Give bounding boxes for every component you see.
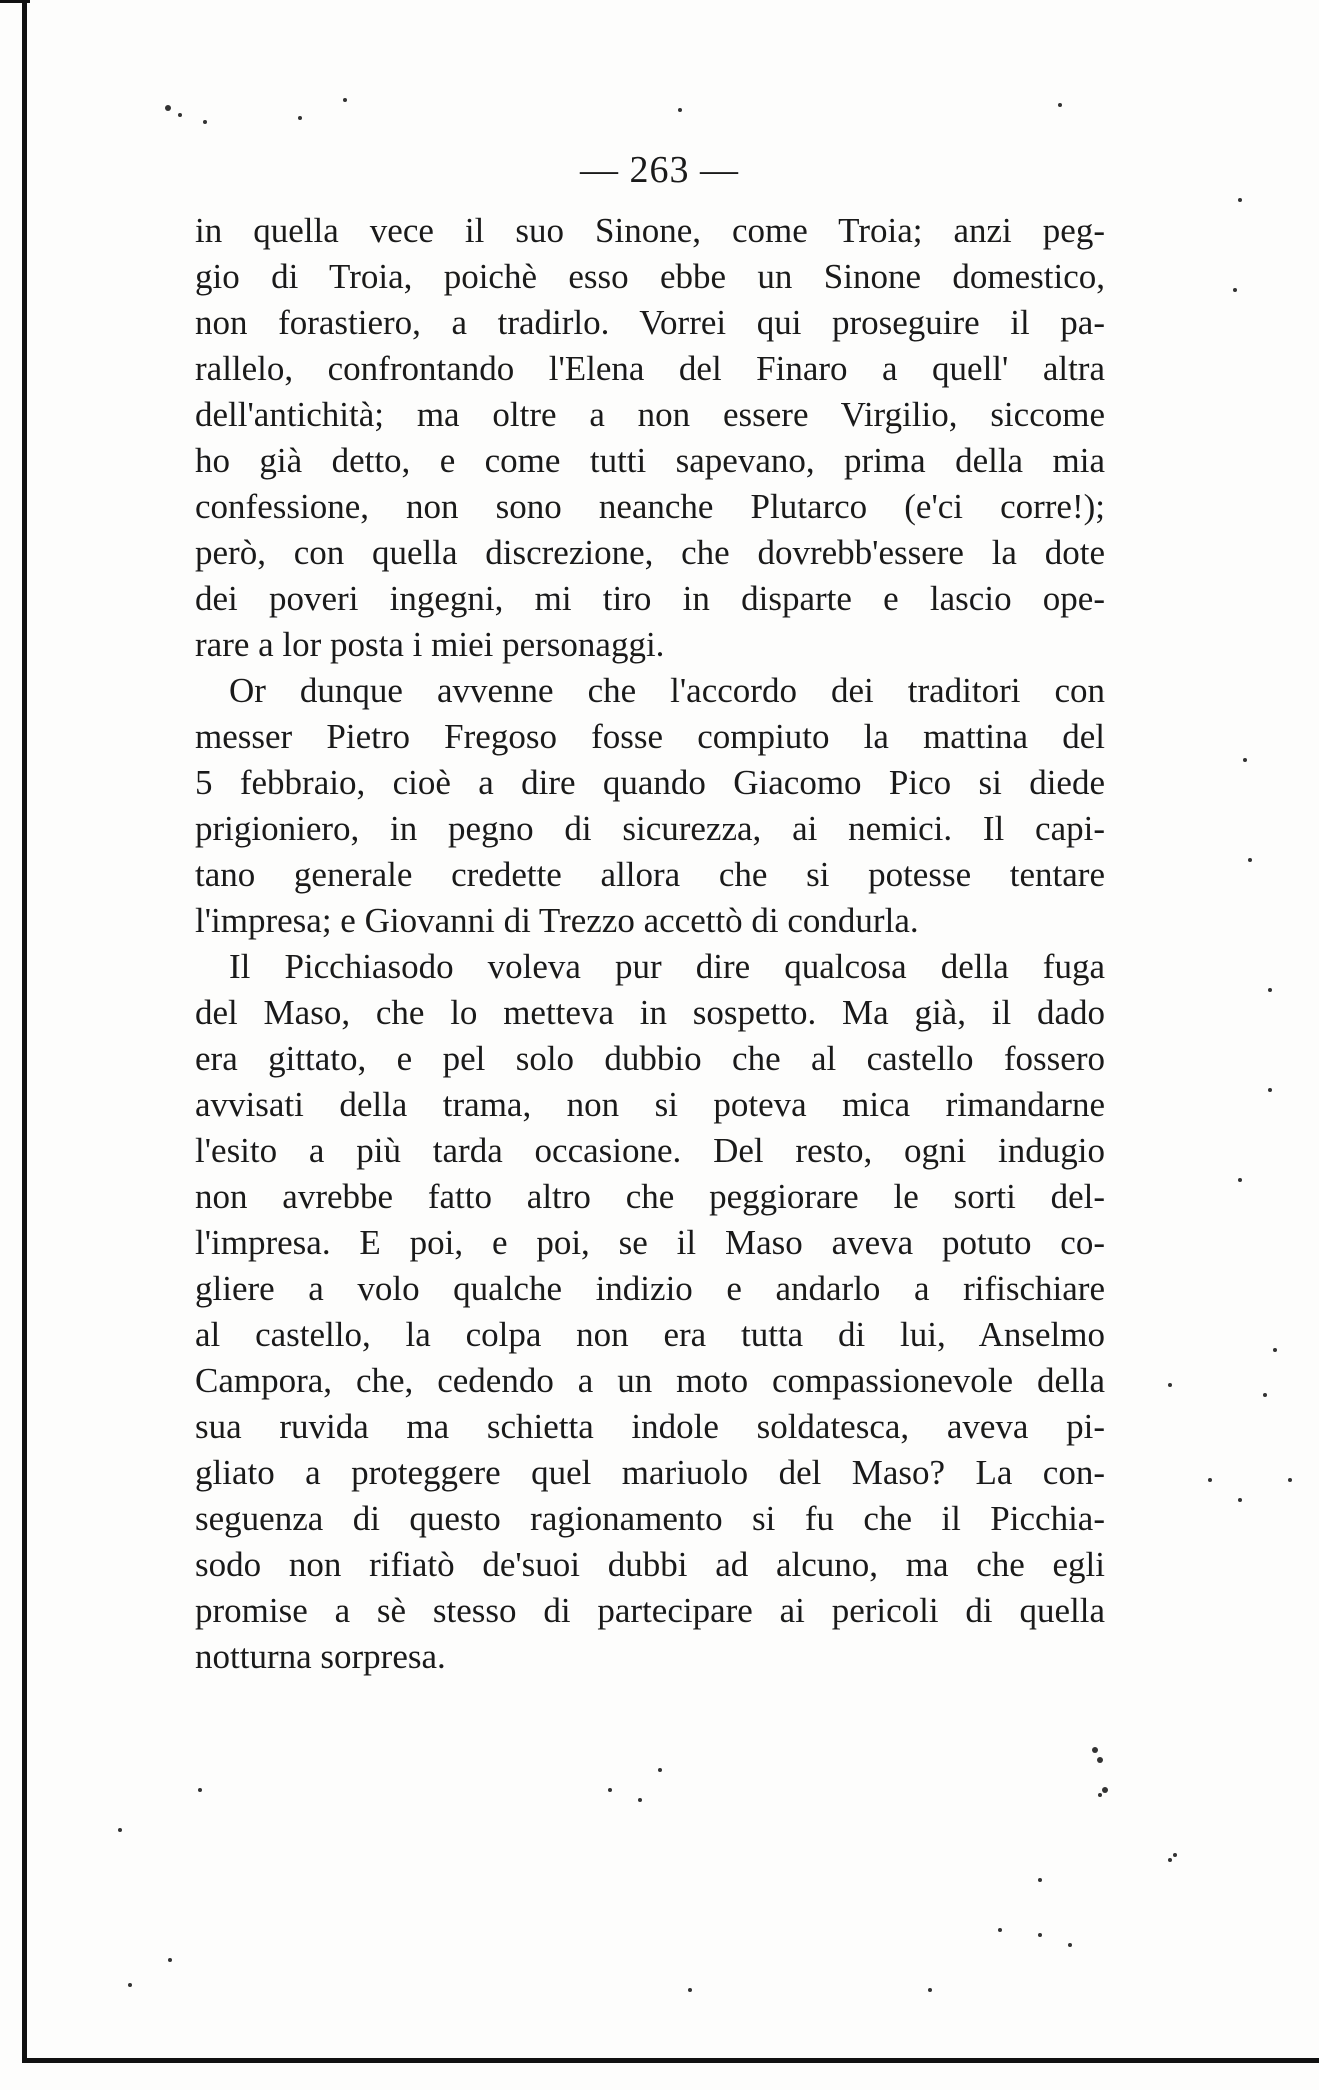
text-line: tano generale credette allora che si potesse tentare	[195, 855, 1105, 894]
text-line: seguenza di questo ragionamento si fu che il Picchia-	[195, 1499, 1105, 1538]
body-text	[195, 208, 1105, 1680]
text-line: Campora, che, cedendo a un moto compassionevole della	[195, 1361, 1105, 1400]
text-line: l'impresa; e Giovanni di Trezzo accettò di condurla.	[195, 901, 919, 940]
text-line: gliato a proteggere quel mariuolo del Maso? La con-	[195, 1453, 1105, 1492]
text-line: sodo non rifiatò de'suoi dubbi ad alcuno, ma che egli	[195, 1545, 1105, 1584]
text-line: Or dunque avvenne che l'accordo dei traditori con	[229, 671, 1105, 710]
text-line: dell'antichità; ma oltre a non essere Virgilio, siccome	[195, 395, 1105, 434]
text-line: ho già detto, e come tutti sapevano, prima della mia	[195, 441, 1105, 480]
text-line: avvisati della trama, non si poteva mica rimandarne	[195, 1085, 1105, 1124]
page-number: — 263 —	[580, 149, 739, 191]
text-line: però, con quella discrezione, che dovrebb'essere la dote	[195, 533, 1105, 572]
text-line: al castello, la colpa non era tutta di lui, Anselmo	[195, 1315, 1105, 1354]
text-line: l'esito a più tarda occasione. Del resto, ogni indugio	[195, 1131, 1105, 1170]
text-line: gliere a volo qualche indizio e andarlo a rifischiare	[195, 1269, 1105, 1308]
text-line: prigioniero, in pegno di sicurezza, ai nemici. Il capi-	[195, 809, 1105, 848]
text-line: Il Picchiasodo voleva pur dire qualcosa della fuga	[229, 947, 1105, 986]
text-line: in quella vece il suo Sinone, come Troia; anzi peg-	[195, 211, 1105, 250]
text-line: non avrebbe fatto altro che peggiorare le sorti del-	[195, 1177, 1105, 1216]
text-line: era gittato, e pel solo dubbio che al castello fossero	[195, 1039, 1105, 1078]
text-line: confessione, non sono neanche Plutarco (e'ci corre!);	[195, 487, 1105, 526]
text-line: notturna sorpresa.	[195, 1637, 446, 1676]
text-line: sua ruvida ma schietta indole soldatesca, aveva pi-	[195, 1407, 1105, 1446]
text-line: messer Pietro Fregoso fosse compiuto la mattina del	[195, 717, 1105, 756]
text-line: rallelo, confrontando l'Elena del Finaro a quell' altra	[195, 349, 1105, 388]
text-line: l'impresa. E poi, e poi, se il Maso aveva potuto co-	[195, 1223, 1105, 1262]
text-line: del Maso, che lo metteva in sospetto. Ma già, il dado	[195, 993, 1105, 1032]
text-line: rare a lor posta i miei personaggi.	[195, 625, 665, 664]
text-line: non forastiero, a tradirlo. Vorrei qui proseguire il pa-	[195, 303, 1105, 342]
text-line: promise a sè stesso di partecipare ai pericoli di quella	[195, 1591, 1105, 1630]
text-line: gio di Troia, poichè esso ebbe un Sinone domestico,	[195, 257, 1105, 296]
text-line: 5 febbraio, cioè a dire quando Giacomo Pico si diede	[195, 763, 1105, 802]
text-line: dei poveri ingegni, mi tiro in disparte e lascio ope-	[195, 579, 1105, 618]
